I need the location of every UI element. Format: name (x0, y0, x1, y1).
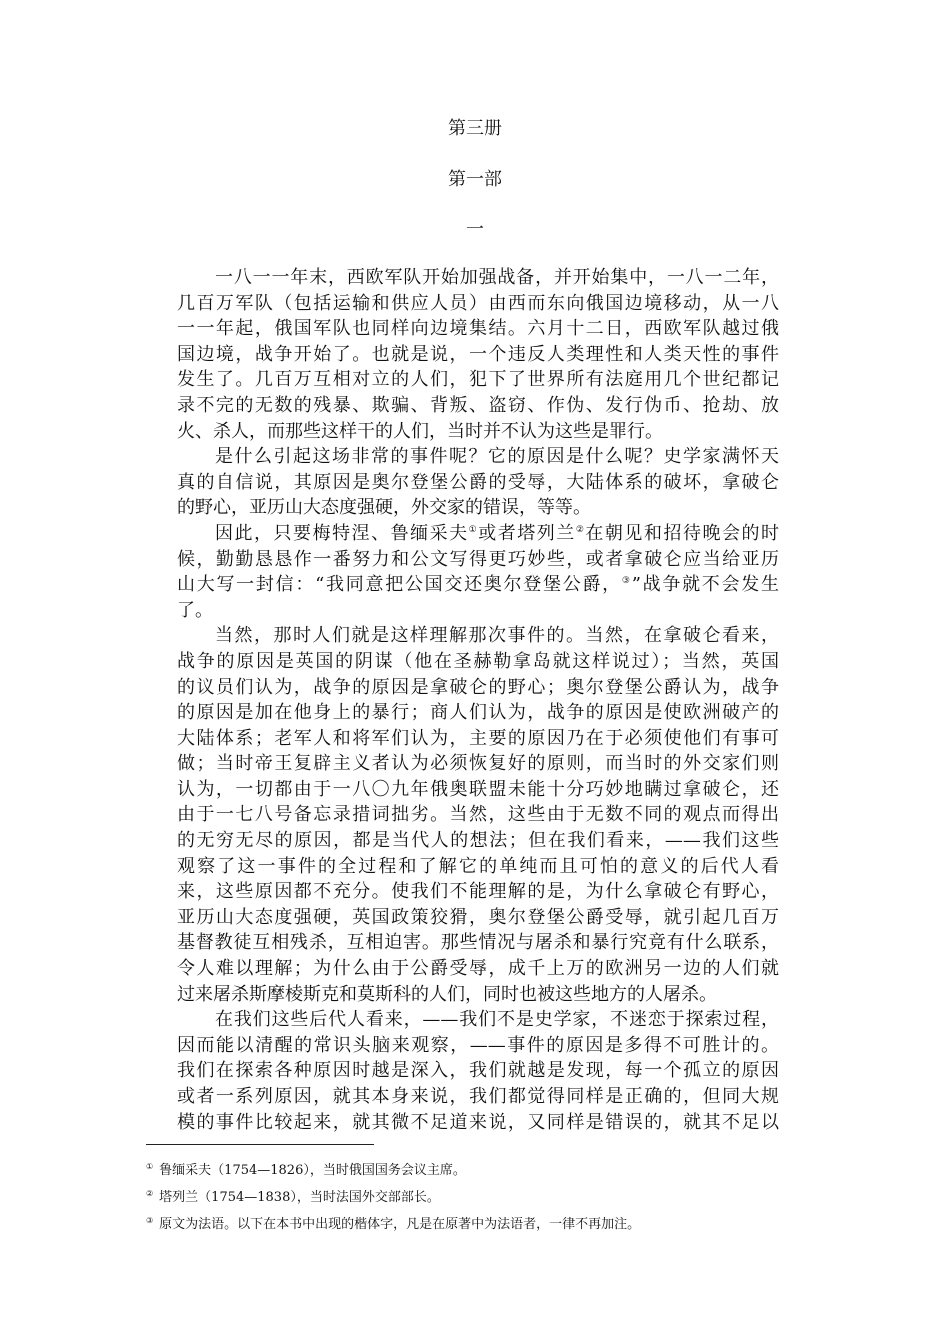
footnote-text: 塔列兰（1754—1838），当时法国外交部部长。 (159, 1190, 440, 1205)
footnote-mark: ② (146, 1189, 154, 1198)
text-line (177, 572, 779, 598)
text-line: 真的自信说，其原因是奥尔登堡公爵的受辱，大陆体系的破坏，拿破仑 (177, 471, 779, 493)
text-line: 的野心，亚历山大态度强硬，外交家的错误，等等。 (177, 497, 591, 519)
footnote-ref-2[interactable]: ② (575, 524, 586, 535)
part-heading: 第一部 (448, 169, 502, 190)
text-line: 基督教徒互相残杀，互相迫害。那些情况与屠杀和暴行究竟有什么联系， (177, 932, 779, 954)
text-line: 令人难以理解；为什么由于公爵受辱，成千上万的欧洲另一边的人们就 (177, 958, 779, 980)
text-segment: 因此，只要梅特涅、鲁缅采夫 (215, 522, 469, 544)
text-line: 做；当时帝王复辟主义者认为必须恢复好的原则，而当时的外交家们则 (177, 753, 779, 775)
footnote-1 (146, 1158, 786, 1185)
text-line: 的无穷无尽的原因，都是当代人的想法；但在我们看来，——我们这些 (177, 830, 779, 852)
text-line: 当然，那时人们就是这样理解那次事件的。当然，在拿破仑看来， (215, 625, 779, 647)
text-segment: 在朝见和招待晚会的时 (585, 522, 779, 544)
text-line: 观察了这一事件的全过程和了解它的单纯而且可怕的意义的后代人看 (177, 855, 779, 877)
text-line: 火、杀人，而那些这样干的人们，当时并不认为这些是罪行。 (177, 420, 663, 442)
text-line: 候，勤勤恳恳作一番努力和公文写得更巧妙些，或者拿破仑应当给亚历 (177, 548, 779, 570)
text-line: 由于一七八号备忘录措词拙劣。当然，这些由于无数不同的观点而得出 (177, 804, 779, 826)
footnote-mark: ① (146, 1162, 154, 1171)
text-segment: ”战争就不会发生 (631, 574, 779, 596)
text-line: 在我们这些后代人看来，——我们不是史学家，不迷恋于探索过程， (215, 1009, 779, 1031)
text-line: 模的事件比较起来，就其微不足道来说，又同样是错误的，就其不足以 (177, 1111, 779, 1133)
volume-heading: 第三册 (448, 118, 502, 139)
text-line (177, 521, 779, 547)
text-line: 来，这些原因都不充分。使我们不能理解的是，为什么拿破仑有野心， (177, 881, 779, 903)
footnote-ref-1[interactable]: ① (468, 524, 479, 535)
chapter-heading: 一 (466, 219, 484, 240)
text-line: 我们在探索各种原因时越是深入，我们就越是发现，每一个孤立的原因 (177, 1060, 779, 1082)
text-line: 认为，一切都由于一八〇九年俄奥联盟未能十分巧妙地瞒过拿破仑，还 (177, 778, 779, 800)
footnote-2 (146, 1185, 786, 1212)
text-line: 过来屠杀斯摩棱斯克和莫斯科的人们，同时也被这些地方的人屠杀。 (177, 983, 717, 1005)
footnotes (146, 1158, 786, 1239)
text-line: 发生了。几百万互相对立的人们，犯下了世界所有法庭用几个世纪都记 (177, 369, 779, 391)
text-line: 战争的原因是英国的阴谋（他在圣赫勒拿岛就这样说过）；当然，英国 (177, 650, 779, 672)
text-line: 或者一系列原因，就其本身来说，我们都觉得同样是正确的，但同大规 (177, 1086, 779, 1107)
text-segment: 山大写一封信：“我同意把公国交还奥尔登堡公爵， (177, 574, 622, 596)
text-line: 录不完的无数的残暴、欺骗、背叛、盗窃、作伪、发行伪币、抢劫、放 (177, 394, 779, 416)
footnote-mark: ③ (146, 1216, 154, 1225)
text-line: 亚历山大态度强硬，英国政策狡猾，奥尔登堡公爵受辱，就引起几百万 (177, 906, 779, 928)
text-line: 了。 (177, 599, 213, 621)
text-line: 是什么引起这场非常的事件呢？它的原因是什么呢？史学家满怀天 (215, 446, 779, 468)
text-line: 的原因是加在他身上的暴行；商人们认为，战争的原因是使欧洲破产的 (177, 702, 779, 724)
text-line: 几百万军队（包括运输和供应人员）由西而东向俄国边境移动，从一八 (177, 292, 779, 314)
text-line: 因而能以清醒的常识头脑来观察，——事件的原因是多得不可胜计的。 (177, 1034, 779, 1056)
text-segment: 或者塔列兰 (478, 522, 576, 544)
footnote-divider (146, 1144, 374, 1145)
text-line: 一八一一年末，西欧军队开始加强战备，并开始集中，一八一二年， (215, 267, 779, 288)
footnote-text: 原文为法语。以下在本书中出现的楷体字，凡是在原著中为法语者，一律不再加注。 (159, 1217, 641, 1232)
footnote-text: 鲁缅采夫（1754—1826），当时俄国国务会议主席。 (159, 1163, 466, 1178)
text-line: 大陆体系；老军人和将军们认为，主要的原因乃在于必须使他们有事可 (177, 727, 779, 749)
body-text (177, 265, 779, 1135)
text-line: 一一年起，俄国军队也同样向边境集结。六月十二日，西欧军队越过俄 (177, 318, 779, 340)
footnote-ref-3[interactable]: ③ (621, 576, 632, 587)
footnote-3 (146, 1212, 786, 1239)
text-line: 国边境，战争开始了。也就是说，一个违反人类理性和人类天性的事件 (177, 343, 779, 365)
text-line: 的议员们认为，战争的原因是拿破仑的野心；奥尔登堡公爵认为，战争 (177, 676, 779, 698)
